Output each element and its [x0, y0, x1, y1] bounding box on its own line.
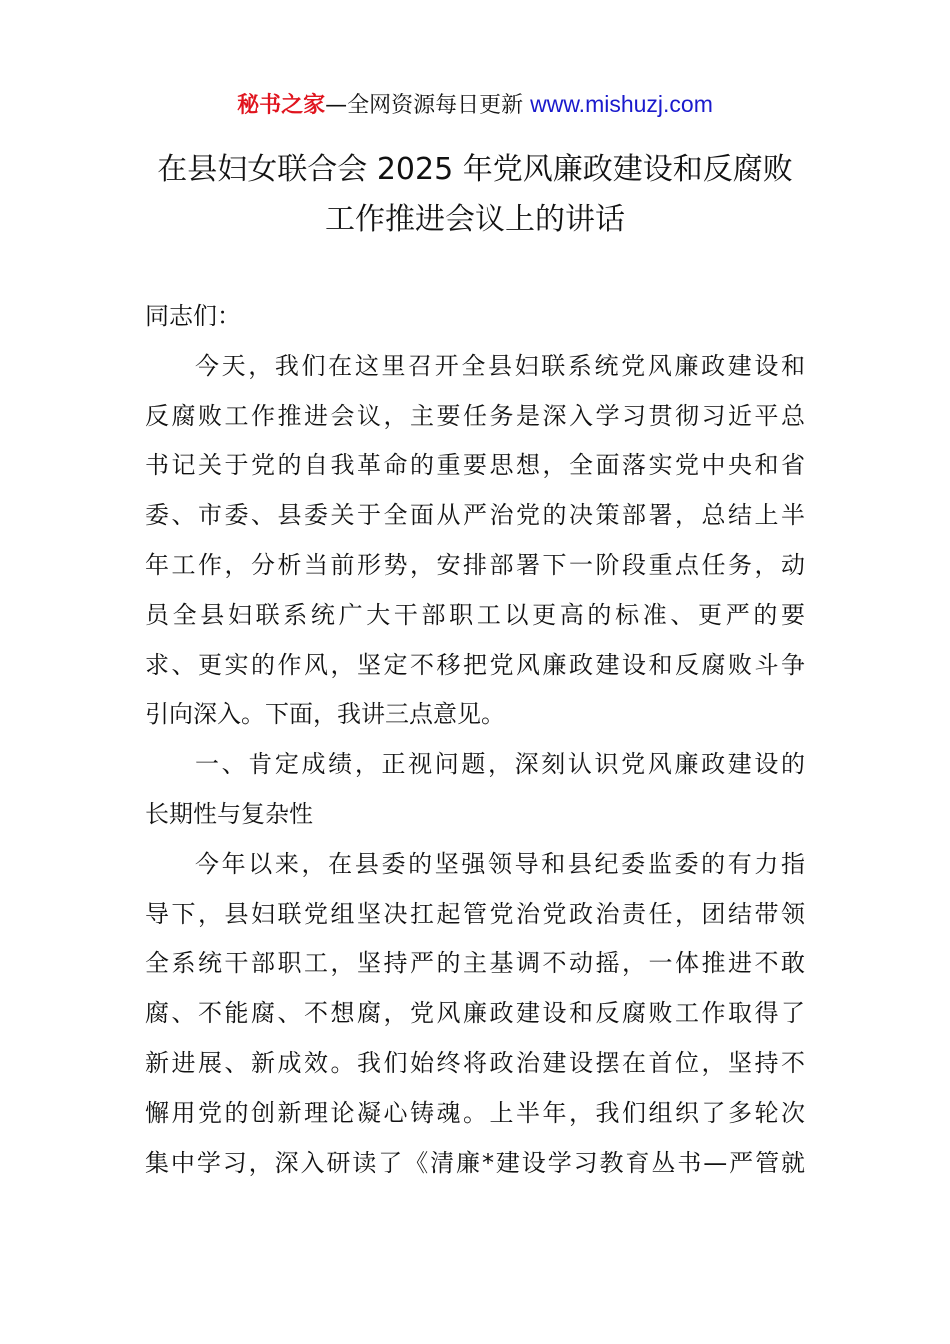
brand-name: 秘书之家	[237, 93, 326, 118]
text-line: 导下，县妇联党组坚决扛起管党治党政治责任，团结带领	[145, 899, 805, 928]
text-line: 反腐败工作推进会议，主要任务是深入学习贯彻习近平总	[145, 401, 805, 430]
document-title	[0, 145, 950, 245]
banner-tagline: —全网资源每日更新	[325, 93, 531, 118]
title-line: 工作推进会议上的讲话	[325, 202, 625, 237]
text-line: 委、市委、县委关于全面从严治党的决策部署，总结上半	[145, 501, 805, 530]
text-line: 员全县妇联系统广大干部职工以更高的标准、更严的要	[145, 600, 805, 629]
heading-line: 长期性与复杂性	[145, 799, 313, 828]
text-line: 腐、不能腐、不想腐，党风廉政建设和反腐败工作取得了	[145, 999, 805, 1028]
paragraph-achievements	[145, 840, 805, 1189]
document-body	[145, 292, 805, 1188]
text-line: 全系统干部职工，坚持严的主基调不动摇，一体推进不敢	[145, 949, 805, 978]
title-line: 在县妇女联合会 2025 年党风廉政建设和反腐败	[157, 152, 793, 187]
text-line: 新进展、新成效。我们始终将政治建设摆在首位，坚持不	[145, 1048, 805, 1077]
text-line: 引向深入。下面，我讲三点意见。	[145, 700, 505, 729]
salutation: 同志们：	[145, 302, 241, 330]
text-line: 今年以来，在县委的坚强领导和县纪委监委的有力指	[195, 849, 805, 878]
text-line: 年工作，分析当前形势，安排部署下一阶段重点任务，动	[145, 550, 805, 579]
text-line: 今天，我们在这里召开全县妇联系统党风廉政建设和	[195, 351, 805, 380]
site-banner	[0, 88, 950, 122]
text-line: 书记关于党的自我革命的重要思想，全面落实党中央和省	[145, 451, 805, 480]
text-line: 集中学习，深入研读了《清廉*建设学习教育丛书—严管就	[145, 1148, 805, 1177]
section-heading-1	[145, 740, 805, 840]
text-line: 求、更实的作风，坚定不移把党风廉政建设和反腐败斗争	[145, 650, 805, 679]
text-line: 懈用党的创新理论凝心铸魂。上半年，我们组织了多轮次	[145, 1098, 805, 1127]
heading-line: 一、肯定成绩，正视问题，深刻认识党风廉政建设的	[195, 750, 805, 779]
paragraph-intro	[145, 342, 805, 740]
site-url-link[interactable]: www.mishuzj.com	[530, 91, 713, 117]
